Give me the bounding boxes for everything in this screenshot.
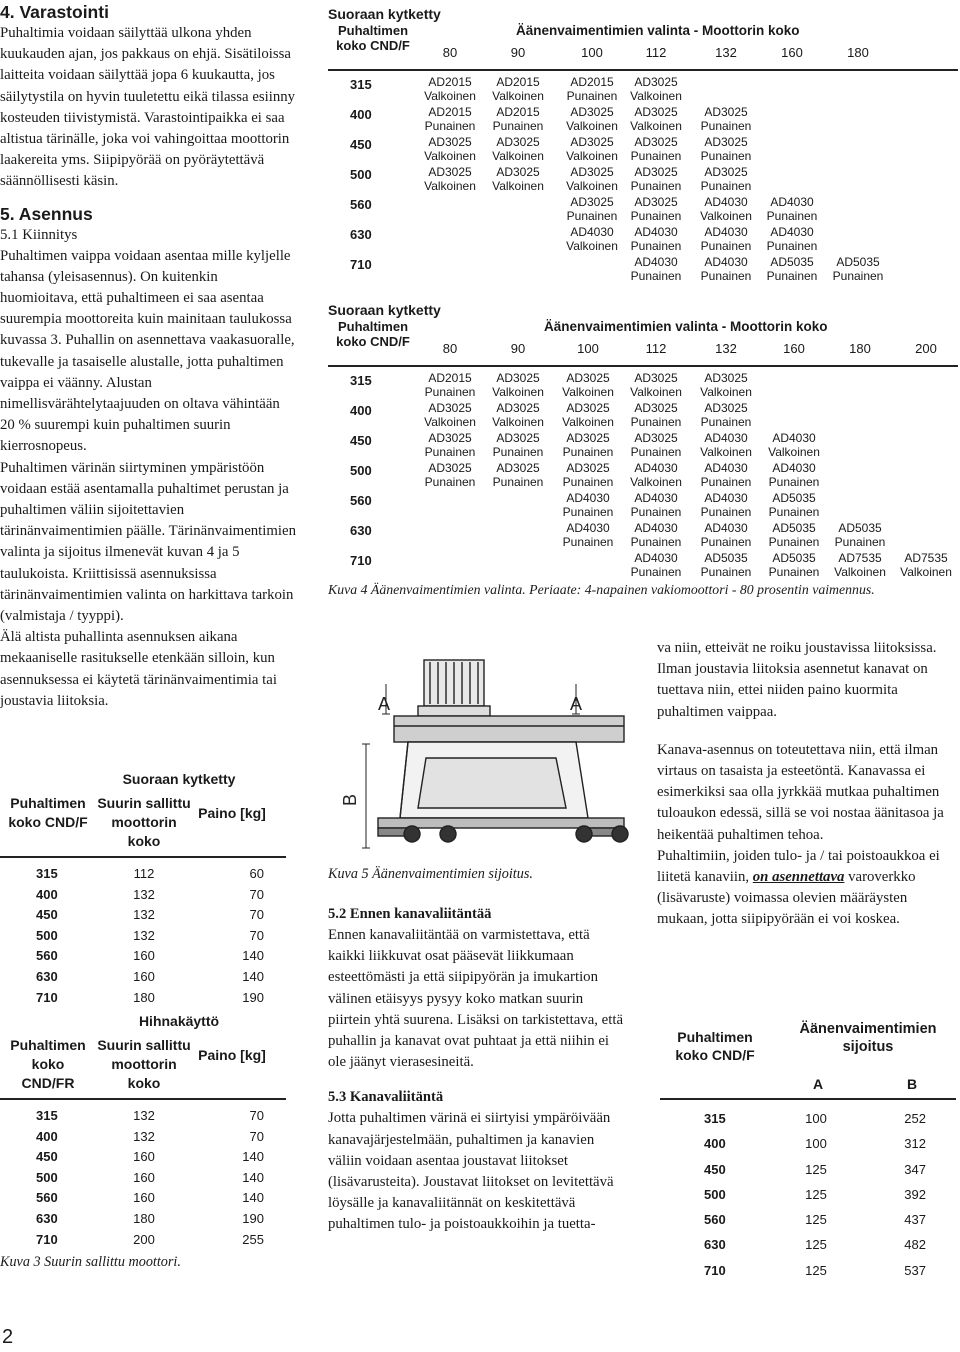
right-paragraph-3 <box>657 846 955 931</box>
damper-cell: AD4030 Punainen <box>630 491 682 519</box>
matrix-1-rows <box>328 71 958 283</box>
value-cell: 70 <box>249 907 264 923</box>
value-cell: 132 <box>133 907 155 923</box>
damper-cell: AD3025 Punainen <box>424 461 476 489</box>
damper-position-header <box>660 1018 956 1100</box>
value-cell: 190 <box>242 1210 264 1226</box>
damper-cell: AD2015 Valkoinen <box>424 75 476 103</box>
motor-size-header: 90 <box>510 341 526 356</box>
fan-size-cell: 630 <box>350 227 372 242</box>
value-cell: 125 <box>805 1212 827 1228</box>
table-row <box>660 1182 956 1207</box>
table-row <box>0 905 286 926</box>
section-4-text: Puhaltimia voidaan säilyttää ulkona yhden kuukauden ajan, jos pakkaus on ehjä. Sisätiloissa laitteita voidaan säilyttää jopa 6 kuukautta, jos säilytystila on hyvin tuuletettu eikä tilassa esiinny kosteuden tiivistymistä. Varastointipaikka ei saa altistua tärinälle, joka voi vahingoittaa moottorin laakereita yms. Siipipyörää on pyöräytettävä säännöllisesti käsin. <box>0 25 296 190</box>
section-5-2-heading: 5.2 Ennen kanavaliitäntää <box>328 906 492 922</box>
value-cell: 140 <box>242 948 264 964</box>
damper-cell: AD3025 Punainen <box>630 401 682 429</box>
dimension-a-right: A <box>570 694 583 714</box>
damper-cell: AD5035 Punainen <box>768 551 820 579</box>
damper-position-table <box>660 1018 956 1283</box>
header-fan-size: Puhaltimen koko CND/FR <box>10 1037 86 1091</box>
fan-size-cell: 450 <box>350 137 372 152</box>
damper-cell: AD3025 Valkoinen <box>492 371 544 399</box>
motor-size-header: 132 <box>715 341 737 356</box>
value-cell: 252 <box>904 1111 926 1126</box>
damper-cell: AD3025 Valkoinen <box>630 371 682 399</box>
table-row <box>660 1131 956 1156</box>
section-4-heading: 4. Varastointi <box>0 2 109 22</box>
fan-size-cell: 630 <box>36 968 58 984</box>
damper-cell: AD3025 Valkoinen <box>566 135 618 163</box>
matrix-row <box>328 399 958 429</box>
damper-cell: AD4030 Punainen <box>562 491 614 519</box>
belt-drive-table <box>0 1012 286 1250</box>
table-row <box>0 967 286 988</box>
fan-size-cell: 500 <box>350 167 372 182</box>
damper-cell: AD3025 Valkoinen <box>630 105 682 133</box>
table-row <box>0 946 286 967</box>
motor-size-header: 200 <box>915 341 937 356</box>
damper-cell: AD3025 Valkoinen <box>700 371 752 399</box>
motor-size-header: 80 <box>442 341 458 356</box>
header-fan-size: Puhaltimen koko CND/F <box>8 795 88 830</box>
damper-cell: AD3025 Punainen <box>700 105 752 133</box>
matrix-1-label: Puhaltimen koko CND/F <box>336 23 410 53</box>
value-cell: 180 <box>133 1210 155 1226</box>
matrix-2-label: Puhaltimen koko CND/F <box>336 319 410 349</box>
motor-size-header: 90 <box>510 45 526 60</box>
right-column <box>657 638 955 931</box>
table-row <box>660 1207 956 1232</box>
matrix-row <box>328 133 958 163</box>
fan-size-cell: 450 <box>36 907 58 923</box>
header-max-motor: Suurin sallittu moottorin koko <box>97 795 191 849</box>
matrix-2-rows <box>328 367 958 579</box>
damper-cell: AD3025 Punainen <box>492 431 544 459</box>
table-row <box>660 1232 956 1257</box>
value-cell: 140 <box>242 1169 264 1185</box>
header-b: B <box>906 1076 918 1092</box>
fan-size-cell: 450 <box>704 1161 726 1177</box>
fan-size-cell: 710 <box>350 553 372 568</box>
damper-cell: AD5035 Punainen <box>834 521 886 549</box>
matrix-row <box>328 549 958 579</box>
figure-3-caption: Kuva 3 Suurin sallittu moottori. <box>0 1254 181 1270</box>
fan-size-cell: 315 <box>704 1111 726 1126</box>
value-cell: 132 <box>133 886 155 902</box>
fan-size-cell: 315 <box>350 373 372 388</box>
matrix-row <box>328 459 958 489</box>
damper-cell: AD3025 Punainen <box>562 461 614 489</box>
damper-cell: AD7535 Valkoinen <box>900 551 952 579</box>
header-max-motor: Suurin sallittu moottorin koko <box>97 1037 191 1091</box>
damper-cell: AD4030 Punainen <box>700 491 752 519</box>
value-cell: 537 <box>904 1262 926 1278</box>
damper-placement-drawing <box>326 648 644 856</box>
fan-size-cell: 400 <box>350 403 372 418</box>
damper-cell: AD3025 Punainen <box>566 195 618 223</box>
page-number: 2 <box>2 1326 14 1348</box>
value-cell: 200 <box>133 1231 155 1247</box>
table-row <box>660 1106 956 1131</box>
fan-size-cell: 710 <box>36 989 58 1005</box>
damper-cell: AD4030 Punainen <box>630 521 682 549</box>
matrix-row <box>328 193 958 223</box>
fan-size-cell: 630 <box>350 523 372 538</box>
damper-cell: AD2015 Punainen <box>566 75 618 103</box>
value-cell: 482 <box>904 1237 926 1253</box>
table-row <box>0 1230 286 1251</box>
damper-cell: AD3025 Valkoinen <box>566 165 618 193</box>
value-cell: 160 <box>133 948 155 964</box>
table-row <box>0 885 286 906</box>
damper-cell: AD2015 Punainen <box>424 371 476 399</box>
section-5-3-heading: 5.3 Kanavaliitäntä <box>328 1089 444 1106</box>
fan-size-cell: 400 <box>36 886 58 902</box>
fan-size-cell: 400 <box>36 1128 58 1144</box>
value-cell: 132 <box>133 1108 155 1123</box>
motor-size-header: 100 <box>577 341 599 356</box>
right-paragraph-3-start: Puhaltimiin, joiden tulo- ja / tai poistoaukkoa ei liitetä kanaviin, <box>657 847 940 886</box>
value-cell: 125 <box>805 1186 827 1202</box>
damper-cell: AD3025 Punainen <box>700 401 752 429</box>
fan-size-cell: 560 <box>36 1190 58 1206</box>
section-5-1-paragraph-1: Puhaltimen vaippa voidaan asentaa mille kyljelle tahansa (yleisasennus). On kuitenkin huomioitava, että puhaltimeen ei saa asentaa suurempia moottoreita kuin mainitaan taulukossa kuvassa 3. Puhallin on asennettava vaakasuoralle, tukevalle ja tasaiselle alustalle, jotta puhaltimen vaippa ei väänny. Alustan nimellisvärähtelytaajuuden on oltava vähintään 20 % suurempi kuin puhaltimen suurin kierrosnopeus. <box>0 247 295 455</box>
left-column <box>0 2 298 712</box>
value-cell: 140 <box>242 1149 264 1165</box>
matrix-2-header <box>328 319 958 367</box>
dimension-b: B <box>340 793 360 806</box>
fan-size-cell: 630 <box>704 1237 726 1253</box>
damper-cell: AD3025 Valkoinen <box>424 165 476 193</box>
value-cell: 70 <box>249 1108 264 1123</box>
emphasis-must-install: on asennettava <box>752 869 845 886</box>
damper-cell: AD4030 Valkoinen <box>630 461 682 489</box>
value-cell: 140 <box>242 968 264 984</box>
table-row <box>0 926 286 947</box>
value-cell: 255 <box>242 1231 264 1247</box>
damper-cell: AD3025 Valkoinen <box>492 135 544 163</box>
value-cell: 112 <box>133 866 155 881</box>
damper-cell: AD5035 Punainen <box>768 521 820 549</box>
damper-cell: AD2015 Valkoinen <box>492 75 544 103</box>
matrix-row <box>328 223 958 253</box>
damper-cell: AD4030 Valkoinen <box>566 225 618 253</box>
damper-cell: AD4030 Punainen <box>700 521 752 549</box>
damper-matrix-1 <box>328 6 958 283</box>
value-cell: 140 <box>242 1190 264 1206</box>
matrix-1-header <box>328 23 958 71</box>
table-row <box>0 988 286 1009</box>
motor-size-header: 160 <box>783 341 805 356</box>
matrix-row <box>328 73 958 103</box>
motor-size-header: 80 <box>442 45 458 60</box>
value-cell: 70 <box>249 1128 264 1144</box>
fan-size-cell: 710 <box>704 1262 726 1278</box>
matrix-row <box>328 489 958 519</box>
value-cell: 100 <box>805 1111 827 1126</box>
fan-size-cell: 500 <box>36 927 58 943</box>
section-5-2-text: Ennen kanavaliitäntää on varmistettava, että kaikki liikkuvat osat pääsevät liikkumaan esteettömästi ja että siipipyörän ja imukartion välinen etäisyys pysyy koko matkan suurin piirtein yhtä suurena. Lisäksi on tarkistettava, että puhallin ja kanavat ovat puhtaat ja että niihin ei ole jäänyt vierasesineitä. <box>328 927 624 1071</box>
table-row <box>0 1168 286 1189</box>
direct-drive-title: Suoraan kytketty <box>122 771 236 787</box>
motor-size-header: 180 <box>849 341 871 356</box>
middle-column <box>328 904 628 1236</box>
fan-size-cell: 560 <box>350 493 372 508</box>
value-cell: 312 <box>904 1136 926 1152</box>
damper-cell: AD3025 Punainen <box>700 165 752 193</box>
fan-size-cell: 710 <box>350 257 372 272</box>
motor-size-header: 100 <box>581 45 603 60</box>
fan-size-cell: 560 <box>704 1212 726 1228</box>
belt-drive-rows <box>0 1100 286 1250</box>
damper-cell: AD3025 Valkoinen <box>630 75 682 103</box>
damper-position-rows <box>660 1100 956 1283</box>
table-row <box>660 1258 956 1283</box>
table-row <box>0 1127 286 1148</box>
damper-cell: AD4030 Punainen <box>630 225 682 253</box>
right-paragraph-1: va niin, etteivät ne roiku joustavissa liitoksissa. Ilman joustavia liitoksia asennetut kanavat on tuettava niin, ettei niiden paino kuormita puhaltimen vaippaa. <box>657 640 937 720</box>
fan-size-cell: 630 <box>36 1210 58 1226</box>
fan-size-cell: 315 <box>350 77 372 92</box>
damper-cell: AD3025 Valkoinen <box>424 135 476 163</box>
damper-cell: AD3025 Valkoinen <box>492 165 544 193</box>
matrix-row <box>328 103 958 133</box>
damper-cell: AD3025 Punainen <box>630 135 682 163</box>
matrix-1-group-title: Äänenvaimentimien valinta - Moottorin koko <box>516 23 800 38</box>
section-5-3-text: Jotta puhaltimen värinä ei siirtyisi ympäröivään kanavajärjestelmään, puhaltimen ja kanavien väliin voidaan asentaa joustavat liitokset (lisävarusteita). Joustavat liitokset on levitettävä löysälle ja kanavaliitännät on keskitettävä puhaltimen tulo- ja poistoaukkoihin ja tuetta- <box>328 1110 614 1233</box>
fan-size-cell: 500 <box>36 1169 58 1185</box>
matrix-row <box>328 163 958 193</box>
motor-size-header: 112 <box>645 45 667 60</box>
motor-size-header: 112 <box>645 341 667 356</box>
damper-cell: AD7535 Valkoinen <box>834 551 886 579</box>
table-row <box>0 1209 286 1230</box>
damper-cell: AD4030 Punainen <box>700 255 752 283</box>
value-cell: 160 <box>133 1149 155 1165</box>
fan-size-cell: 400 <box>704 1136 726 1152</box>
damper-cell: AD3025 Valkoinen <box>566 105 618 133</box>
value-cell: 160 <box>133 1169 155 1185</box>
damper-cell: AD5035 Punainen <box>700 551 752 579</box>
value-cell: 132 <box>133 1128 155 1144</box>
right-paragraph-3-end: varoverkko (lisävaruste) voimassa olevien määräysten mukaan, jotta siipipyörään ei voi koskea. <box>657 869 916 928</box>
value-cell: 70 <box>249 886 264 902</box>
damper-cell: AD3025 Valkoinen <box>492 401 544 429</box>
damper-cell: AD2015 Punainen <box>424 105 476 133</box>
value-cell: 132 <box>133 927 155 943</box>
damper-cell: AD4030 Valkoinen <box>700 431 752 459</box>
damper-cell: AD4030 Valkoinen <box>700 195 752 223</box>
header-weight: Paino [kg] <box>198 805 266 821</box>
fan-size-cell: 400 <box>350 107 372 122</box>
table-row <box>0 1106 286 1127</box>
value-cell: 125 <box>805 1237 827 1253</box>
value-cell: 60 <box>249 866 264 881</box>
table-row <box>0 864 286 885</box>
matrix-1-title: Suoraan kytketty <box>328 6 441 22</box>
damper-cell: AD3025 Punainen <box>562 431 614 459</box>
value-cell: 190 <box>242 989 264 1005</box>
damper-cell: AD3025 Punainen <box>700 135 752 163</box>
matrix-row <box>328 429 958 459</box>
header-damper-position: Äänenvaimentimien sijoitus <box>799 1021 937 1055</box>
fan-size-cell: 500 <box>350 463 372 478</box>
value-cell: 160 <box>133 968 155 984</box>
motor-size-header: 132 <box>715 45 737 60</box>
damper-cell: AD5035 Punainen <box>766 255 818 283</box>
damper-cell: AD3025 Punainen <box>630 165 682 193</box>
matrix-2-group-title: Äänenvaimentimien valinta - Moottorin koko <box>544 319 828 334</box>
table-row <box>660 1157 956 1182</box>
damper-cell: AD4030 Punainen <box>562 521 614 549</box>
damper-cell: AD3025 Valkoinen <box>562 401 614 429</box>
damper-cell: AD3025 Valkoinen <box>562 371 614 399</box>
damper-cell: AD3025 Punainen <box>630 431 682 459</box>
belt-drive-title: Hihnakäyttö <box>138 1013 220 1029</box>
section-5-1-paragraph-2: Puhaltimen värinän siirtyminen ympäristöön voidaan estää asentamalla puhaltimet perustan ja puhaltimen väliin sijoitettavien tärinänvaimentimien päälle. Tärinänvaimentimien valinta ja sijoitus ilmenevät kuvan 4 ja 5 taulukoista. Kriittisissä asennuksissa tärinänvaimentimien valinta on harkittava tarkoin (valmistaja / tyyppi). <box>0 459 296 625</box>
damper-cell: AD4030 Punainen <box>766 225 818 253</box>
section-5-1-heading: 5.1 Kiinnitys <box>0 226 78 243</box>
value-cell: 437 <box>904 1212 926 1228</box>
direct-drive-table <box>0 770 286 1008</box>
damper-cell: AD3025 Punainen <box>492 461 544 489</box>
fan-size-cell: 450 <box>350 433 372 448</box>
table-row <box>0 1147 286 1168</box>
motor-size-header: 160 <box>781 45 803 60</box>
damper-cell: AD4030 Punainen <box>766 195 818 223</box>
header-a: A <box>812 1076 824 1092</box>
direct-drive-rows <box>0 858 286 1008</box>
matrix-row <box>328 369 958 399</box>
table-row <box>0 1188 286 1209</box>
matrix-2-title: Suoraan kytketty <box>328 302 441 318</box>
value-cell: 125 <box>805 1161 827 1177</box>
damper-cell: AD4030 Punainen <box>630 255 682 283</box>
damper-cell: AD4030 Punainen <box>700 461 752 489</box>
damper-cell: AD3025 Punainen <box>424 431 476 459</box>
value-cell: 160 <box>133 1190 155 1206</box>
value-cell: 70 <box>249 927 264 943</box>
fan-size-cell: 710 <box>36 1231 58 1247</box>
matrix-row <box>328 519 958 549</box>
fan-size-cell: 450 <box>36 1149 58 1165</box>
damper-cell: AD4030 Valkoinen <box>768 431 820 459</box>
value-cell: 125 <box>805 1262 827 1278</box>
motor-size-header: 180 <box>847 45 869 60</box>
fan-size-cell: 560 <box>36 948 58 964</box>
value-cell: 392 <box>904 1186 926 1202</box>
value-cell: 180 <box>133 989 155 1005</box>
damper-cell: AD4030 Punainen <box>700 225 752 253</box>
damper-cell: AD3025 Valkoinen <box>424 401 476 429</box>
figure-4-caption: Kuva 4 Äänenvaimentimien valinta. Periaate: 4-napainen vakiomoottori - 80 prosentin vaimennus. <box>328 582 875 597</box>
section-5-heading: 5. Asennus <box>0 203 93 224</box>
damper-cell: AD5035 Punainen <box>768 491 820 519</box>
damper-cell: AD4030 Punainen <box>768 461 820 489</box>
fan-size-cell: 500 <box>704 1186 726 1202</box>
header-weight: Paino [kg] <box>198 1047 266 1063</box>
matrix-row <box>328 253 958 283</box>
fan-size-cell: 560 <box>350 197 372 212</box>
damper-cell: AD5035 Punainen <box>832 255 884 283</box>
belt-drive-header <box>0 1036 286 1100</box>
figure-5-caption: Kuva 5 Äänenvaimentimien sijoitus. <box>328 866 533 882</box>
fan-size-cell: 315 <box>36 866 58 881</box>
fan-size-cell: 315 <box>36 1108 58 1123</box>
right-paragraph-2: Kanava-asennus on toteutettava niin, että ilman virtaus on tasaista ja esteetöntä. Kanavassa ei esimerkiksi saa olla jyrkkää mutkaa puhaltimen tuloaukon edessä, sillä se voi nostaa äänitasoa ja heikentää puhaltimen tehoa. <box>657 741 944 843</box>
damper-matrix-2 <box>328 302 958 579</box>
dimension-a-left: A <box>378 694 391 714</box>
damper-cell: AD2015 Punainen <box>492 105 544 133</box>
header-fan-size: Puhaltimen koko CND/F <box>675 1029 755 1063</box>
damper-cell: AD4030 Punainen <box>630 551 682 579</box>
value-cell: 100 <box>805 1136 827 1152</box>
direct-drive-header <box>0 794 286 858</box>
section-5-1-paragraph-3: Älä altista puhallinta asennuksen aikana mekaaniselle rasitukselle etenkään silloin, kun asennuksessa ei käytetä tärinänvaimentimia tai joustavia liitoksia. <box>0 629 277 709</box>
value-cell: 347 <box>904 1161 926 1177</box>
damper-cell: AD3025 Punainen <box>630 195 682 223</box>
